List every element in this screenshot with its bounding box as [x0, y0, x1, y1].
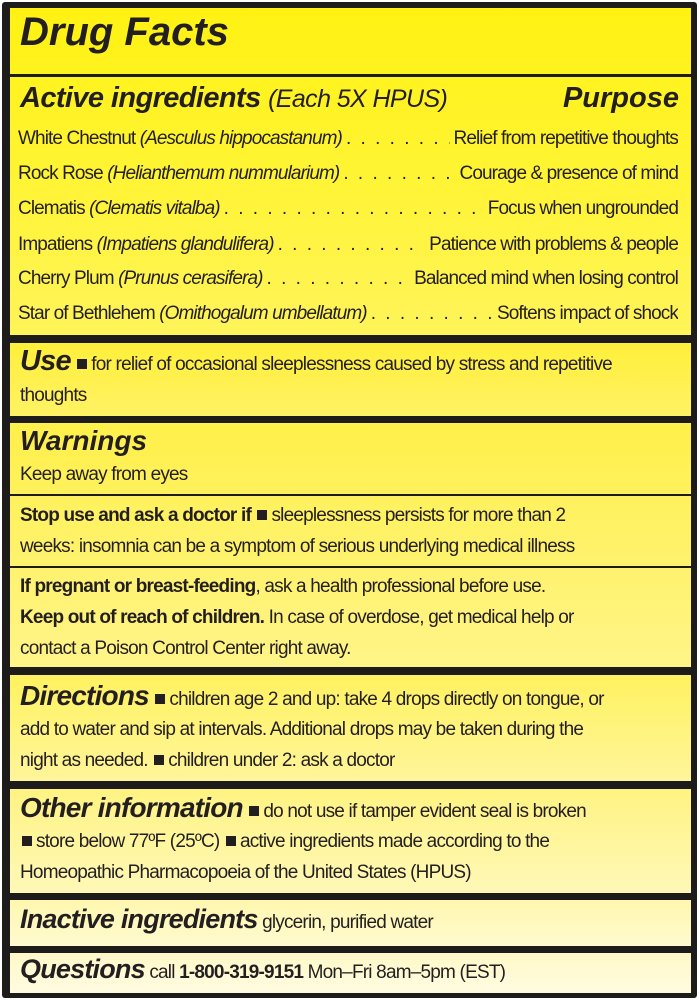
pregnant-line	[20, 572, 680, 601]
use-line-2: thoughts	[20, 385, 87, 406]
ingredient-purpose: Balanced mind when losing control	[414, 268, 678, 289]
keep-out-line	[20, 603, 680, 632]
ingredient-latin: (Aesculus hippocastanum)	[139, 128, 342, 149]
ingredient-purpose: Patience with problems & people	[429, 234, 678, 255]
warnings-divider-1	[10, 494, 691, 496]
leader-dots	[343, 163, 455, 185]
questions-line	[20, 955, 680, 987]
other-information-panel	[10, 789, 691, 893]
ingredient-purpose: Courage & presence of mind	[459, 163, 678, 184]
use-panel	[10, 343, 691, 416]
leader-dots	[346, 128, 450, 150]
directions-text-3b: children under 2: ask a doctor	[168, 750, 395, 771]
bullet-square-icon	[249, 806, 259, 816]
ingredient-row	[18, 198, 678, 224]
directions-heading: Directions	[20, 680, 149, 711]
questions-heading: Questions	[20, 954, 145, 984]
directions-text-3a: night as needed.	[20, 750, 148, 771]
directions-line-1	[20, 681, 680, 714]
inactive-ingredients-panel	[10, 900, 691, 946]
leader-dots	[278, 234, 426, 256]
ingredient-name: Impatiens	[18, 234, 93, 255]
questions-panel	[10, 953, 691, 993]
inactive-line	[20, 905, 680, 937]
poison-control-line: contact a Poison Control Center right away.	[20, 638, 351, 659]
directions-line-2: add to water and sip at intervals. Additional drops may be taken during the	[20, 719, 584, 740]
ingredient-row	[18, 303, 678, 329]
ingredient-latin: (Omithogalum umbellatum)	[159, 303, 367, 324]
directions-panel	[10, 675, 691, 781]
use-heading: Use	[20, 345, 71, 377]
ingredient-purpose: Relief from repetitive thoughts	[453, 128, 678, 149]
ingredient-name: Rock Rose	[18, 163, 103, 184]
leader-dots	[267, 268, 411, 290]
bullet-square-icon	[22, 836, 32, 846]
other-line-3: Homeopathic Pharmacopoeia of the United States (HPUS)	[20, 862, 471, 883]
inactive-ingredients-text: glycerin, purified water	[262, 912, 433, 933]
phone-number: 1-800-319-9151	[179, 962, 304, 983]
ingredient-row	[18, 234, 678, 260]
inactive-ingredients-heading: Inactive ingredients	[20, 904, 258, 934]
other-text-2b: active ingredients made according to the	[239, 831, 550, 852]
stop-use-line-2: weeks: insomnia can be a symptom of serious underlying medical illness	[20, 536, 575, 557]
ingredient-row	[18, 163, 678, 189]
ingredient-row	[18, 128, 678, 154]
stop-use-line-1	[20, 501, 680, 530]
warnings-divider-2	[10, 566, 691, 568]
ingredient-name: White Chestnut	[18, 128, 136, 149]
drug-facts-title: Drug Facts	[20, 10, 229, 54]
other-line-1	[20, 793, 680, 826]
other-line-2	[20, 827, 680, 856]
ingredient-purpose: Focus when ungrounded	[487, 198, 678, 219]
other-text-1: do not use if tamper evident seal is broken	[263, 801, 586, 822]
leader-dots	[224, 198, 484, 220]
use-text: for relief of occasional sleeplessness caused by stress and repetitive	[91, 354, 612, 375]
pregnant-heading: If pregnant or breast-feeding	[20, 576, 256, 597]
active-ingredients-subheading: (Each 5X HPUS)	[268, 85, 448, 113]
ingredient-latin: (Impatiens glandulifera)	[96, 234, 274, 255]
bullet-square-icon	[226, 836, 236, 846]
active-ingredients-panel	[10, 8, 691, 335]
title-divider	[10, 74, 691, 77]
stop-use-text: sleeplessness persists for more than 2	[271, 505, 566, 526]
questions-hours: Mon–Fri 8am–5pm (EST)	[307, 962, 506, 983]
pregnant-text: , ask a health professional before use.	[255, 576, 546, 597]
stop-use-heading: Stop use and ask a doctor if	[20, 505, 251, 526]
ingredient-name: Star of Bethlehem	[18, 303, 155, 324]
drug-facts-label	[2, 2, 697, 998]
warnings-heading: Warnings	[20, 425, 148, 456]
ingredient-latin: (Prunus cerasifera)	[118, 268, 263, 289]
ingredient-latin: (Clematis vitalba)	[89, 198, 220, 219]
other-information-heading: Other information	[20, 792, 243, 823]
keep-out-text: In case of overdose, get medical help or	[268, 607, 574, 628]
bullet-square-icon	[155, 694, 165, 704]
ingredient-name: Cherry Plum	[18, 268, 114, 289]
active-ingredients-heading: Active ingredients	[20, 82, 261, 114]
ingredient-name: Clematis	[18, 198, 85, 219]
bullet-square-icon	[154, 755, 164, 765]
keep-away-from-eyes: Keep away from eyes	[20, 464, 188, 485]
directions-line-3	[20, 746, 680, 775]
use-line-1	[20, 347, 680, 379]
leader-dots	[371, 303, 493, 325]
ingredient-latin: (Helianthemum nummularium)	[107, 163, 340, 184]
other-text-2a: store below 77ºF (25ºC)	[36, 831, 220, 852]
bullet-square-icon	[257, 510, 267, 520]
ingredient-purpose: Softens impact of shock	[496, 303, 678, 324]
keep-out-heading: Keep out of reach of children.	[20, 607, 265, 628]
purpose-heading: Purpose	[562, 82, 679, 114]
questions-call: call	[149, 962, 175, 983]
active-header-left	[20, 82, 447, 115]
ingredient-row	[18, 268, 678, 294]
directions-text-1: children age 2 and up: take 4 drops directly on tongue, or	[169, 689, 604, 710]
bullet-square-icon	[77, 359, 87, 369]
warnings-panel	[10, 423, 691, 667]
